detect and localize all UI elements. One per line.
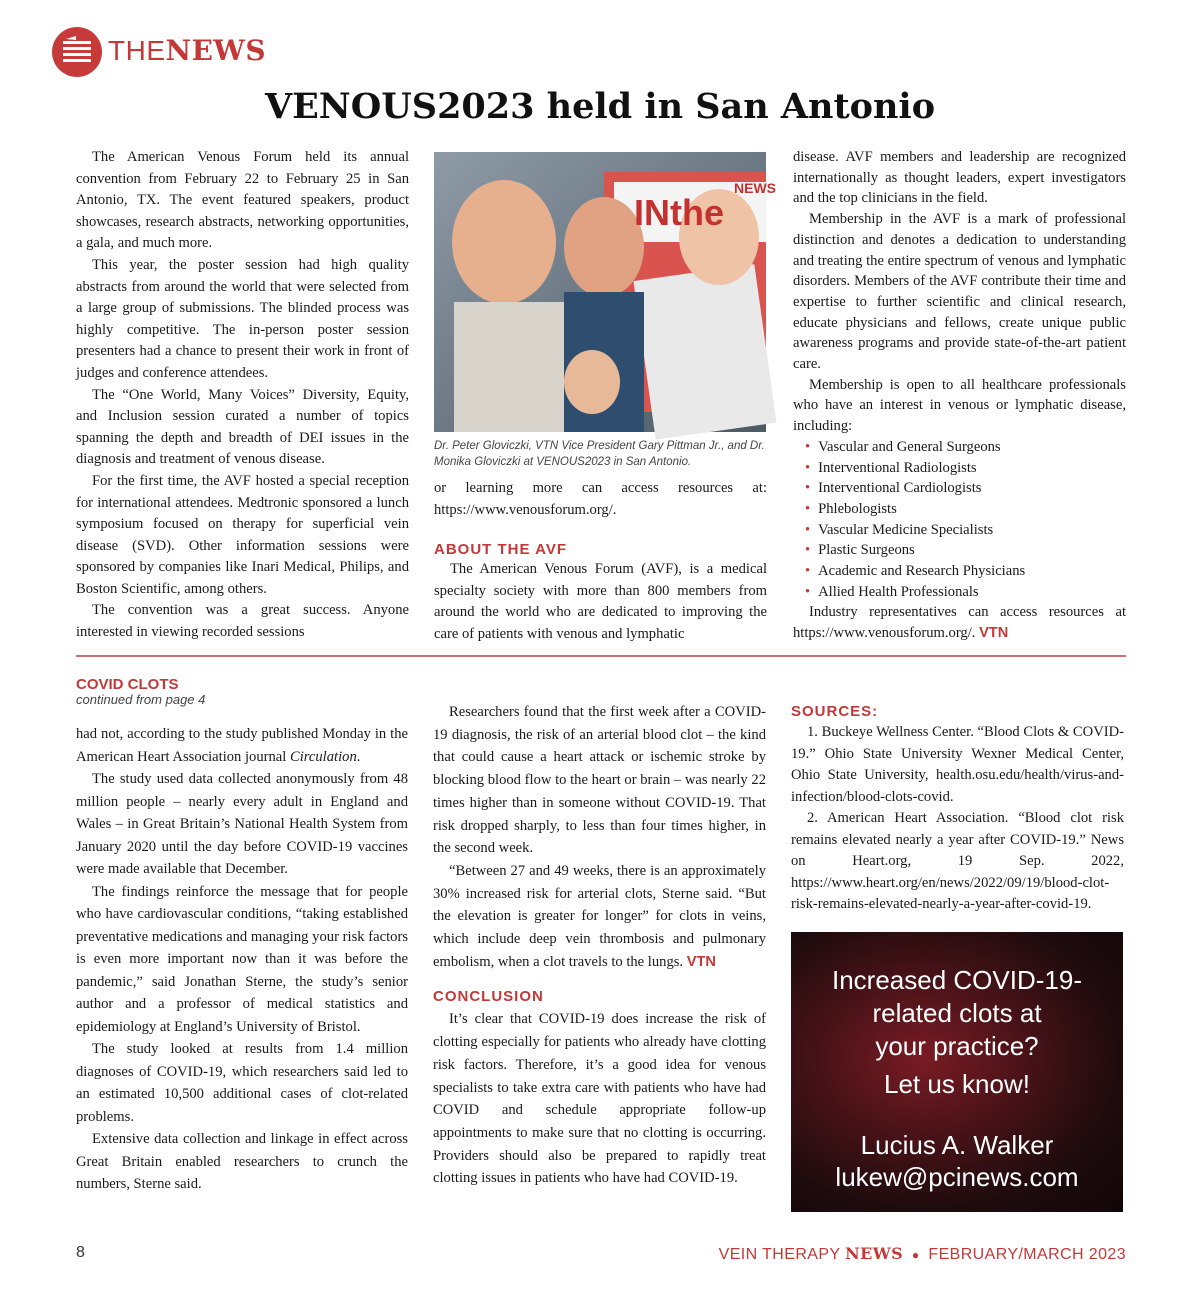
article1-paragraph: Membership in the AVF is a mark of professional distinction and denotes a dedication to understanding and treating the entire spectrum of venous and lymphatic disorders. Members of the AVF contribute their time and expertise to further scientific and clinical research, educate physicians and fellows, create unique public awareness programs and provide state-of-the-art patient care. xyxy=(793,211,1126,373)
article2-paragraph: had not, according to the study published Monday in the American Heart Association journal Circulation. xyxy=(76,726,408,765)
section-label xyxy=(108,34,266,67)
ad-contact-name: Lucius A. Walker xyxy=(860,1130,1054,1160)
conclusion-heading: CONCLUSION xyxy=(433,988,544,1006)
article2-paragraph: Researchers found that the first week after a COVID-19 diagnosis, the risk of an arterial blood clot – the kind that could cause a heart attack or ischemic stroke by blocking blood flow to the heart or brain – was nearly 22 times higher than in someone without COVID-19. That risk dropped sharply, to less than four times higher, in the second week. xyxy=(433,704,766,857)
article1-paragraph: For the first time, the AVF hosted a special reception for international attendees. Medtronic sponsored a lunch symposium focused on therapy for superficial vein disease (SVD). Other information sessions were sponsored by companies like Inari Medical, Philips, and Boston Scientific, among others. xyxy=(76,472,409,597)
list-item: • Plastic Surgeons xyxy=(805,540,1126,561)
list-item: • Vascular and General Surgeons xyxy=(805,437,1126,458)
article1-column-1 xyxy=(76,147,409,644)
ad-line: Let us know! xyxy=(884,1069,1030,1099)
article1-column-3 xyxy=(793,147,1126,644)
ad-line: Increased COVID-19- xyxy=(832,965,1082,995)
list-item: • Vascular Medicine Specialists xyxy=(805,520,1126,541)
article1-paragraph: The American Venous Forum held its annual convention from February 22 to February 25 in San Antonio, TX. The event featured speakers, product showcases, research abstracts, networking opportunities, a gala, and much more. xyxy=(76,149,409,252)
convention-photo xyxy=(434,152,776,432)
publication-footer xyxy=(719,1244,1126,1264)
section-divider xyxy=(76,655,1126,657)
list-item: • Allied Health Professionals xyxy=(805,582,1126,603)
article1-paragraph: The convention was a great success. Anyone interested in viewing recorded sessions xyxy=(76,602,409,641)
list-item: • Interventional Radiologists xyxy=(805,458,1126,479)
page-title: VENOUS2023 held in San Antonio xyxy=(264,86,936,127)
article1-column-2 xyxy=(434,478,767,646)
page-number: 8 xyxy=(76,1244,85,1261)
footer-pub-vein: VEIN THERAPY xyxy=(718,1246,841,1263)
photo-banner-small: NEWS xyxy=(734,180,776,196)
list-item: • Interventional Cardiologists xyxy=(805,478,1126,499)
continued-note: continued from page 4 xyxy=(76,692,206,707)
source-item: 2. American Heart Association. “Blood clot risk remains elevated nearly a year after COVID-19.” News on Heart.org, 19 Sep. 2022, https://www.heart.org/en/news/2022/09/19/blood-clot-risk-remains-elevated-nearly-a-year-after-covid-19. xyxy=(791,810,1124,912)
ad-contact-email[interactable]: lukew@pcinews.com xyxy=(835,1162,1079,1192)
list-item: • Phlebologists xyxy=(805,499,1126,520)
article1-paragraph: The “One World, Many Voices” Diversity, Equity, and Inclusion session curated a number of topics spanning the depth and breadth of DEI issues in the diagnosis and treatment of venous disease. xyxy=(76,386,409,468)
closing-text: Industry representatives can access resources at https://www.venousforum.org/. xyxy=(793,604,1126,642)
article2-column-1 xyxy=(76,723,408,1196)
ad-line: your practice? xyxy=(875,1031,1039,1061)
article1-continuation: or learning more can access resources at: https://www.venousforum.org/. xyxy=(434,480,767,518)
article2-paragraph: The study looked at results from 1.4 million diagnoses of COVID-19, which researchers said led to an estimated 10,500 additional cases of clot-related problems. xyxy=(76,1041,408,1125)
article1-closing xyxy=(793,602,1126,643)
about-heading: ABOUT THE AVF xyxy=(434,541,567,559)
vtn-end-mark: VTN xyxy=(979,625,1009,642)
photo-caption: Dr. Peter Gloviczki, VTN Vice President Gary Pittman Jr., and Dr. Monika Gloviczki at VENOUS2023 in San Antonio. xyxy=(434,440,765,468)
photo-banner-text: INthe xyxy=(634,192,724,233)
newspaper-icon xyxy=(52,27,102,77)
article2-paragraph: The findings reinforce the message that for people who have cardiovascular conditions, “taking established preventative medications and managing your risk factors is even more important now than it was before the pandemic,” said Jonathan Sterne, the study’s senior author and a professor of medical statistics and epidemiology at England’s University of Bristol. xyxy=(76,883,408,1035)
vtn-end-mark: VTN xyxy=(686,953,716,970)
article2-paragraph: “Between 27 and 49 weeks, there is an approximately 30% increased risk for arterial clots, Sterne said. “But the elevation is greater for longer” for clots in veins, which include deep vein thrombosis and pulmonary embolism, when a clot travels to the lungs. VTN xyxy=(433,862,766,970)
source-item: 1. Buckeye Wellness Center. “Blood Clots & COVID-19.” Ohio State University Wexner Medical Center, Ohio State University, health.osu.edu/health/virus-and-infection/blood-clots-covid. xyxy=(791,724,1124,805)
sources-section xyxy=(791,703,1124,916)
article1-paragraph: disease. AVF members and leadership are recognized internationally as thought leaders, expert investigators and the top clinicians in the field. xyxy=(793,149,1126,207)
conclusion-paragraph: It’s clear that COVID-19 does increase the risk of clotting especially for patients who already have clotting risk factors. Therefore, it’s a good idea for venous specialists to take extra care with patients who have had COVID and schedule appropriate follow-up appointments to make sure that no clotting is occurring. Providers should also be prepared to rapidly treat clotting issues in patients who have had COVID-19. xyxy=(433,1011,766,1187)
footer-pub-news: NEWS xyxy=(845,1244,904,1263)
article2-paragraph: The study used data collected anonymously from 48 million people – nearly every adult in England and Wales – in Great Britain’s National Health System from January 2020 until the day before COVID-19 vaccines were made available that December. xyxy=(76,771,408,877)
section-label-the: THE xyxy=(108,35,166,66)
list-item: • Academic and Research Physicians xyxy=(805,561,1126,582)
section-label-news: NEWS xyxy=(165,34,267,67)
journal-name: Circulation xyxy=(289,748,357,765)
about-paragraph: The American Venous Forum (AVF), is a medical specialty society with more than 800 members from around the world who are dedicated to improving the care of patients with venous and lymphatic xyxy=(434,561,767,642)
ad-line: related clots at xyxy=(872,998,1042,1028)
covid-clots-heading: COVID CLOTS xyxy=(76,676,179,693)
sources-heading: SOURCES: xyxy=(791,703,879,720)
article1-paragraph: Membership is open to all healthcare professionals who have an interest in venous or lymphatic disease, including: xyxy=(793,376,1126,435)
section-logo xyxy=(52,27,102,77)
members-list xyxy=(793,437,1126,603)
footer-date: FEBRUARY/MARCH 2023 xyxy=(928,1246,1126,1263)
footer-bullet: ● xyxy=(911,1248,920,1262)
contact-ad xyxy=(791,932,1123,1212)
article2-paragraph: Extensive data collection and linkage in effect across Great Britain enabled researchers to crunch the numbers, Sterne said. xyxy=(76,1131,408,1192)
article2-column-2 xyxy=(433,701,766,1190)
article1-paragraph: This year, the poster session had high quality abstracts from around the world that were selected from a large group of submissions. The blinded process was highly competitive. The in-person poster session presenters had a chance to present their work in front of judges and conference attendees. xyxy=(76,256,409,381)
